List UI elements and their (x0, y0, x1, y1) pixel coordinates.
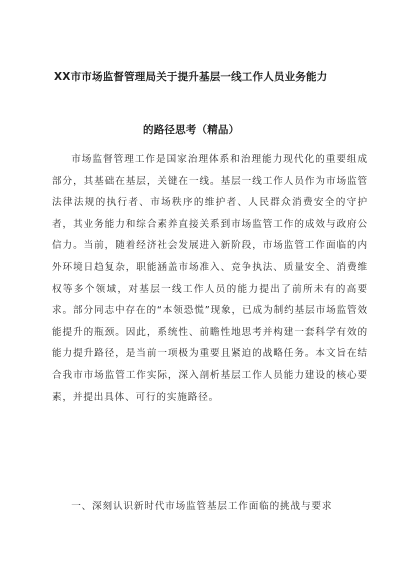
document-title-line-1: XX市市场监督管理局关于提升基层一线工作人员业务能力 (54, 71, 328, 83)
intro-paragraph: 市场监督管理工作是国家治理体系和治理能力现代化的重要组成部分，其基础在基层，关键在一线。基层一线工作人员作为市场监管法律法规的执行者、市场秩序的维护者、人民群众消费安全的守护者，其业务能力和综合素养直接关系到市场监管工作的成效与政府公信力。当前，随着经济社会发展进入新阶段，市场监管工作面临的内外环境日趋复杂，职能涵盖市场准入、竞争执法、质量安全、消费维权等多个领域，对基层一线工作人员的能力提出了前所未有的高要求。部分同志中存在的“本领恐慌”现象，已成为制约基层市场监管效能提升的瓶颈。因此，系统性、前瞻性地思考并构建一套科学有效的能力提升路径，是当前一项极为重要且紧迫的战略任务。本文旨在结合我市市场监管工作实际，深入剖析基层工作人员能力建设的核心要素，并提出具体、可行的实施路径。 (52, 154, 368, 403)
section-heading-1: 一、深刻认识新时代市场监管基层工作面临的挑战与要求 (71, 501, 333, 512)
document-title-line-2: 的路径思考（精品） (143, 124, 240, 136)
